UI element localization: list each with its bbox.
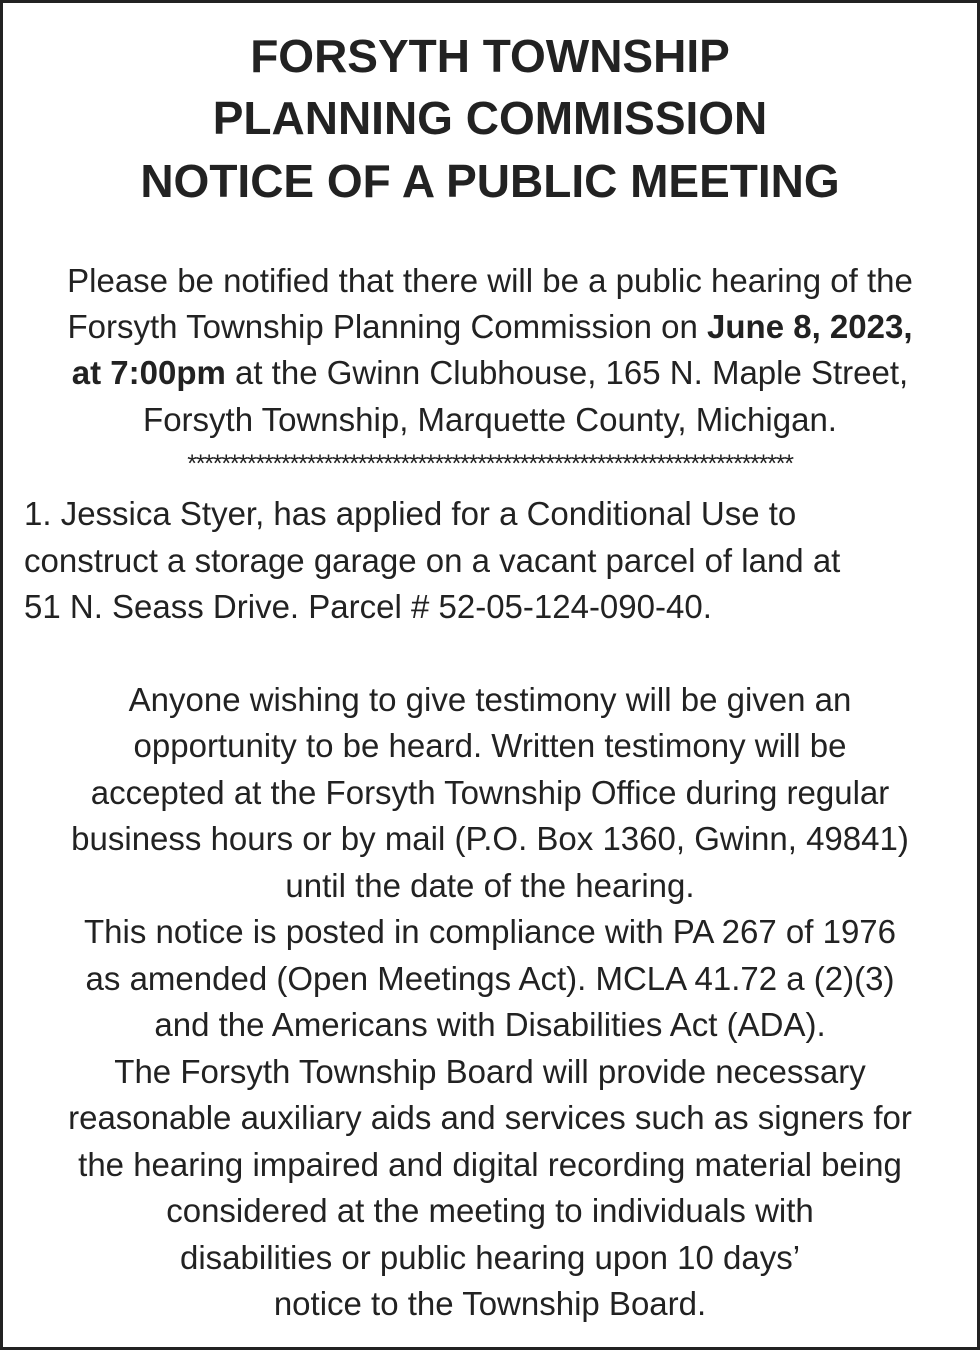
notice-title-line-1: FORSYTH TOWNSHIP [250, 30, 730, 82]
meeting-time: at 7:00pm [71, 354, 226, 391]
ada-line-6: notice to the Township Board. [273, 1285, 707, 1322]
meeting-date: June 8, 2023, [707, 308, 913, 345]
ada-line-3: the hearing impaired and digital recording material being [78, 1146, 902, 1183]
testimony-line-1: Anyone wishing to give testimony will be given an [128, 681, 852, 718]
intro-line-3 [3, 353, 977, 393]
testimony-line-5: until the date of the hearing. [285, 867, 695, 904]
testimony-line-4: business hours or by mail (P.O. Box 1360, Gwinn, 49841) [71, 820, 909, 857]
intro-line-4: Forsyth Township, Marquette County, Michigan. [143, 401, 837, 438]
asterisk-separator: *********************************************************************** [187, 454, 793, 474]
notice-title-line-2: PLANNING COMMISSION [212, 92, 768, 144]
intro-line-2 [3, 307, 977, 347]
testimony-line-3: accepted at the Forsyth Township Office during regular [90, 774, 890, 811]
ada-line-5: disabilities or public hearing upon 10 days’ [179, 1239, 801, 1276]
compliance-line-3: and the Americans with Disabilities Act (ADA). [154, 1006, 826, 1043]
ada-line-1: The Forsyth Township Board will provide necessary [114, 1053, 866, 1090]
agenda-item-1-line-2: construct a storage garage on a vacant parcel of land at [24, 542, 841, 579]
ada-line-2: reasonable auxiliary aids and services such as signers for [68, 1099, 912, 1136]
compliance-line-2: as amended (Open Meetings Act). MCLA 41.72 a (2)(3) [85, 960, 895, 997]
ada-line-4: considered at the meeting to individuals with [166, 1192, 814, 1229]
agenda-item-1-line-3: 51 N. Seass Drive. Parcel # 52-05-124-090-40. [24, 588, 712, 625]
agenda-item-1-line-1: 1. Jessica Styer, has applied for a Conditional Use to [24, 495, 797, 532]
intro-line-1: Please be notified that there will be a public hearing of the [67, 262, 913, 299]
intro-line-3-text: at the Gwinn Clubhouse, 165 N. Maple Street, [225, 354, 909, 391]
testimony-line-2: opportunity to be heard. Written testimony will be [133, 727, 847, 764]
intro-line-2-text: Forsyth Township Planning Commission on [67, 308, 708, 345]
compliance-line-1: This notice is posted in compliance with PA 267 of 1976 [83, 913, 897, 950]
notice-title-line-3: NOTICE OF A PUBLIC MEETING [140, 155, 840, 207]
